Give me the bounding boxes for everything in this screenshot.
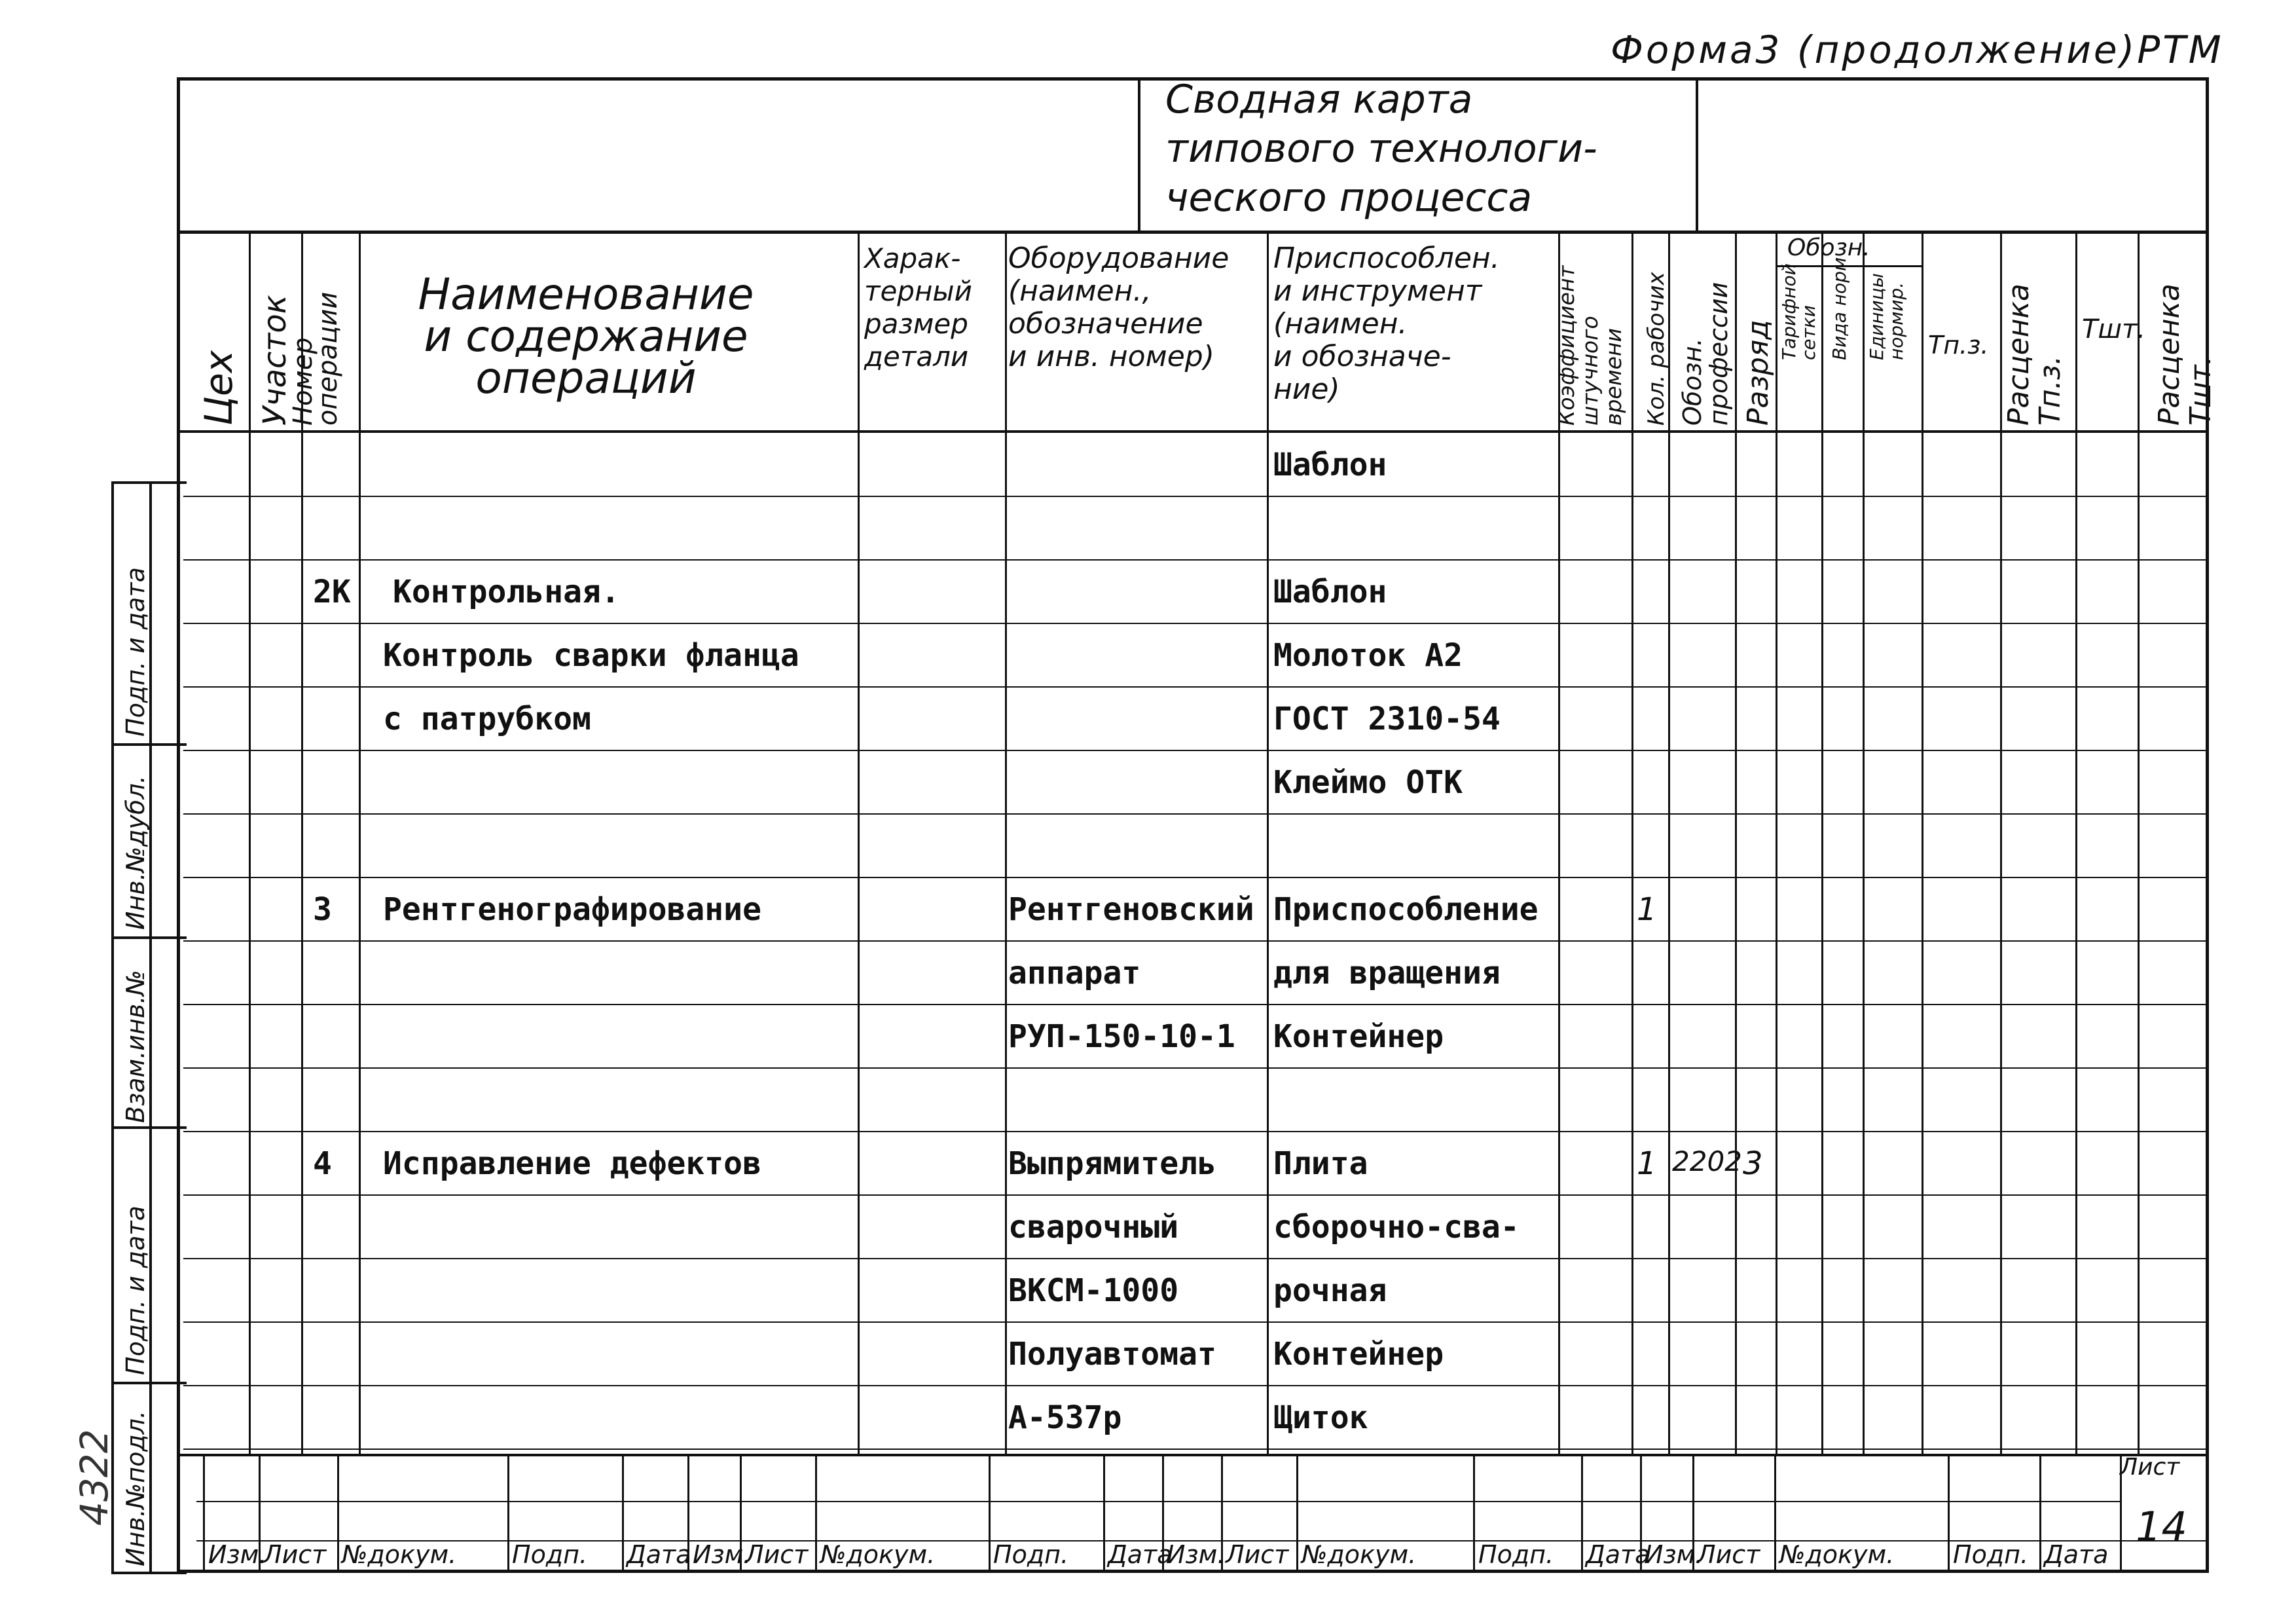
footer-label: Изм. [1645,1540,1704,1569]
op-number-cell: 3 [313,891,332,928]
grid-vline [111,481,114,1572]
equipment-cell: РУП-150-10-1 [1008,1018,1235,1055]
grade-cell: 3 [1743,1145,1763,1182]
grid-vline [1138,77,1140,231]
header-equipment: Оборудование (наимен., обозначение и инв. номер) [1008,242,1230,373]
header-op-name: Наименование и содержание операций [418,269,754,403]
side-label-sign-date-1: Подп. и дата [121,1206,150,1375]
footer-label: №докум. [1779,1540,1895,1569]
workers-cell: 1 [1637,1145,1657,1182]
side-label-replace-inv: Взам.инв.№ [121,970,150,1123]
grid-hline [183,686,2209,688]
grid-vline [359,231,361,1454]
grid-hline [183,1131,2209,1132]
grid-hline [183,1004,2209,1005]
grid-vline [989,1454,991,1572]
header-profession: Обозн. профессии [1678,282,1733,426]
sheet-number: 14 [2136,1503,2187,1551]
tooling-cell: ГОСТ 2310-54 [1273,701,1501,737]
tooling-cell: Контейнер [1273,1018,1444,1055]
grid-hline [111,1126,187,1129]
tooling-cell: Приспособление [1273,891,1539,928]
grid-hline [183,1067,2209,1069]
grid-vline [2075,231,2077,1454]
form-label: Форма3 (продолжение)РТМ [1611,28,2224,72]
header-op-number: Номер операции [288,291,343,426]
header-coefficient: Коэффициент штучного времени [1554,265,1626,426]
grid-hline [183,750,2209,751]
op-number-cell: 2К [313,574,351,610]
header-tsht: Тшт. [2082,314,2146,344]
tooling-cell: Плита [1273,1145,1368,1182]
grid-vline [2138,231,2140,1454]
grid-vline [337,1454,339,1572]
header-grade: Разряд [1741,320,1775,426]
side-label-inv-dup: Инв.№дубл. [121,775,150,930]
footer-label: Лист [1226,1540,1289,1569]
grid-vline [1581,1454,1583,1572]
grid-vline [1863,231,1865,1454]
grid-hline [111,1572,187,1574]
header-characteristic: Харак- терный размер детали [864,242,972,373]
header-tariff: Тарифной сетки [1778,263,1819,360]
footer-label: Подп. [512,1540,588,1569]
footer-label: Лист [745,1540,809,1569]
grid-vline [622,1454,624,1572]
op-name-cell: Контроль сварки фланца [383,637,799,674]
grid-vline [1103,1454,1105,1572]
tooling-cell: Щиток [1273,1399,1368,1436]
grid-vline [1774,1454,1776,1572]
grid-hline [183,623,2209,624]
footer-label: Лист [263,1540,327,1569]
card-title-line-3: ческого процесса [1165,175,1533,221]
grid-vline [858,231,860,1454]
side-label-inv-orig: Инв.№подл. [121,1410,150,1566]
tooling-cell: сборочно-сва- [1273,1209,1520,1246]
footer-label: Изм. [208,1540,267,1569]
footer-label: Дата [1108,1540,1173,1569]
grid-hline [111,743,187,746]
grid-hline [183,496,2209,497]
grid-vline [1631,231,1633,1454]
grid-vline [1267,231,1269,1454]
grid-hline [177,1454,2209,1456]
grid-hline [111,1382,187,1384]
op-name-cell: Исправление дефектов [383,1145,761,1182]
grid-vline [1922,231,1923,1454]
grid-hline [183,1258,2209,1259]
footer-label: Изм. [1167,1540,1226,1569]
op-name-cell: с патрубком [383,701,591,737]
grid-hline [183,1385,2209,1386]
equipment-cell: Полуавтомат [1008,1336,1216,1373]
header-designation-group: Обозн. [1787,234,1870,261]
grid-vline [203,1454,205,1572]
grid-vline [1005,231,1007,1454]
op-number-cell: 4 [313,1145,332,1182]
grid-vline [507,1454,509,1572]
profession-cell: 2202 [1672,1145,1742,1177]
grid-hline [183,940,2209,942]
header-section: Участок [257,295,293,426]
footer-label: №докум. [820,1540,936,1569]
footer-label: Подп. [993,1540,1069,1569]
tooling-cell: Шаблон [1273,447,1387,483]
side-label-sign-date-2: Подп. и дата [121,567,150,737]
footer-label: Подп. [1478,1540,1554,1569]
header-tpz: Тп.з. [1928,331,1989,360]
header-rate-tpz: Расценка Тп.з. [2002,283,2067,426]
grid-vline [2039,1454,2041,1572]
footer-label: Лист [1697,1540,1760,1569]
footer-label: Изм. [693,1540,752,1569]
grid-vline [1948,1454,1950,1572]
grid-vline [1696,77,1698,231]
footer-label: Дата [627,1540,691,1569]
grid-hline [183,877,2209,878]
grid-vline [249,231,251,1454]
tooling-cell: рочная [1273,1272,1387,1309]
grid-vline [1735,231,1737,1454]
grid-vline [1473,1454,1475,1572]
grid-vline [1296,1454,1298,1572]
footer-label: №докум. [1302,1540,1417,1569]
grid-vline [1776,231,1777,1454]
grid-vline [815,1454,817,1572]
tooling-cell: Молоток А2 [1273,637,1463,674]
workers-cell: 1 [1637,891,1657,928]
grid-hline [183,813,2209,815]
equipment-cell: ВКСМ-1000 [1008,1272,1179,1309]
header-rate-tsht: Расценка Тшт. [2153,283,2217,426]
sheet-label: Лист [2120,1454,2180,1481]
header-workers: Кол. рабочих [1643,272,1669,426]
grid-hline [111,481,187,484]
equipment-cell: Рентгеновский [1008,891,1254,928]
grid-vline [1821,231,1823,1454]
tooling-cell: Клеймо ОТК [1273,764,1463,801]
tooling-cell: Шаблон [1273,574,1387,610]
card-title-line-1: Сводная карта [1165,77,1473,122]
grid-hline [111,936,187,939]
equipment-cell: аппарат [1008,955,1141,991]
grid-hline [183,1321,2209,1323]
header-tooling: Приспособлен. и инструмент (наимен. и обозначе- ние) [1273,242,1500,406]
op-name-cell: Рентгенографирование [383,891,761,928]
header-workshop: Цех [196,350,241,426]
equipment-cell: А-537р [1008,1399,1122,1436]
equipment-cell: Выпрямитель [1008,1145,1216,1182]
header-norm-unit: Единицы нормир. [1866,273,1907,360]
footer-label: Дата [1586,1540,1650,1569]
header-norm-type: Вида норм [1829,257,1850,360]
grid-hline [183,1449,2209,1450]
footer-label: №докум. [342,1540,457,1569]
card-title-line-2: типового технологи- [1165,126,1597,172]
footer-label: Подп. [1953,1540,2029,1569]
grid-hline [183,559,2209,561]
grid-hline [196,1501,2120,1502]
op-name-cell: Контрольная. [393,574,620,610]
side-number: 4322 [72,1429,117,1526]
grid-hline [177,231,2209,234]
grid-hline [183,1194,2209,1196]
tooling-cell: Контейнер [1273,1336,1444,1373]
footer-label: Дата [2044,1540,2109,1569]
equipment-cell: сварочный [1008,1209,1179,1246]
grid-hline [177,430,2209,433]
tooling-cell: для вращения [1273,955,1501,991]
